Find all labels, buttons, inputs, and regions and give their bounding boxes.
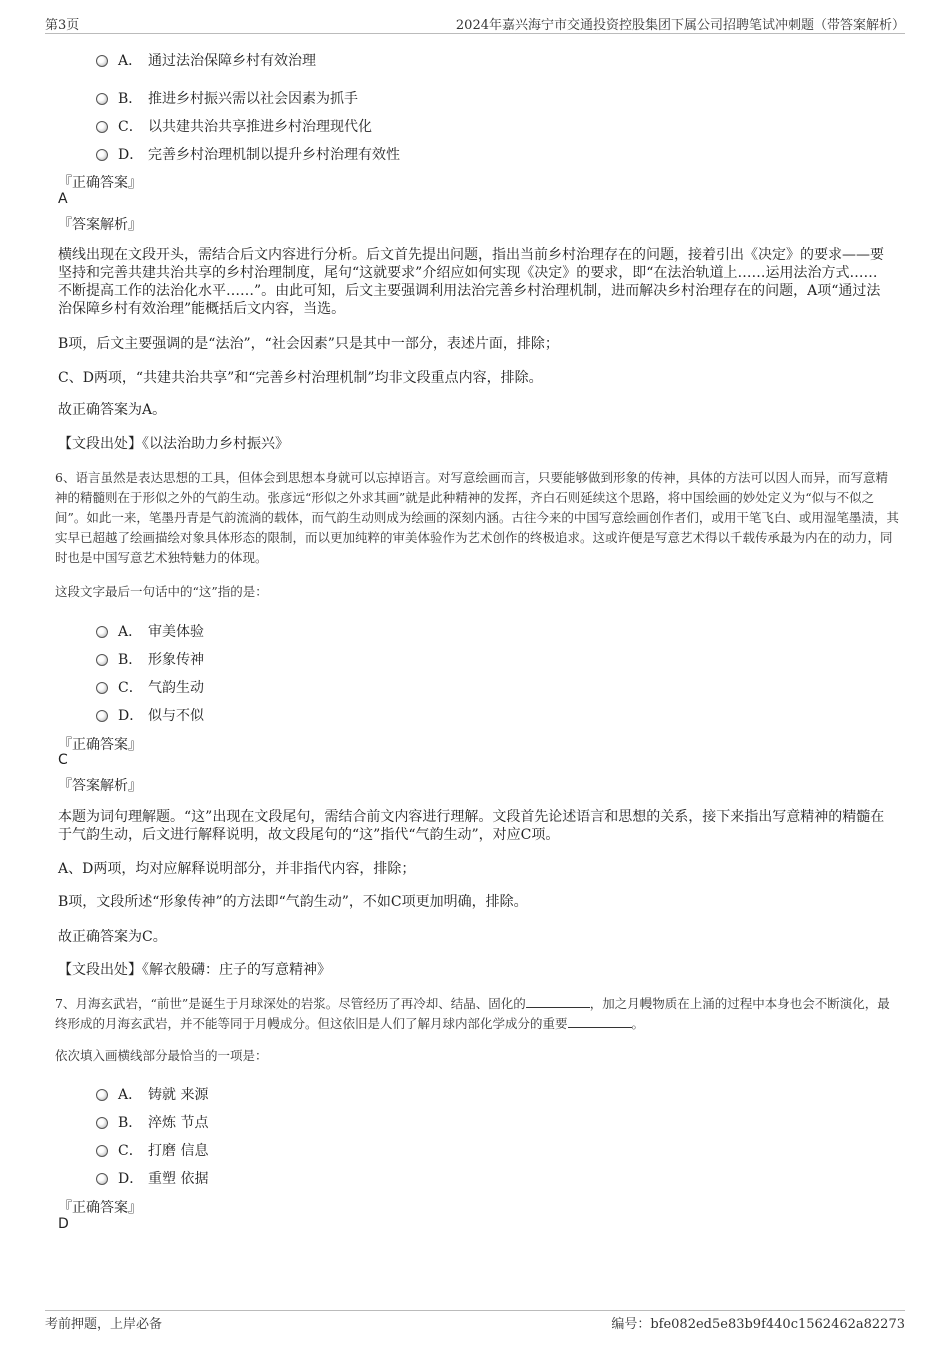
radio-icon[interactable] [96, 682, 108, 694]
radio-icon[interactable] [96, 1173, 108, 1185]
q6-stem: 6、语言虽然是表达思想的工具，但体会到思想本身就可以忘掉语言。对写意绘画而言，只要能够做到形象的传神，具体的方法可以因人而异，而写意精神的精髓则在于形似之外的气韵生动。张彦远“形似之外求其画”就是此种精神的发挥，齐白石则延续这个思路，将中国绘画的妙处定义为“似与不似之间”。如此一来，笔墨丹青是气韵流淌的载体，而气韵生动则成为绘画的深刻内涵。古往今来的中国写意绘画创作者们，或用干笔飞白、或用湿笔墨渍，其实早已超越了绘画描绘对象具体形态的限制，而以更加纯粹的审美体验作为艺术创作的终极追求。这或许便是写意艺术得以千载传承最为内在的动力，同时也是中国写意艺术独特魅力的体现。 [55, 470, 899, 565]
q5-answer-label: 『正确答案』 [58, 175, 142, 191]
page-number: 第3页 [45, 18, 80, 33]
q6-analysis-paragraph: A、D两项，均对应解释说明部分，并非指代内容，排除； [58, 861, 416, 877]
q6-answer-label: 『正确答案』 [58, 737, 142, 753]
radio-icon[interactable] [96, 626, 108, 638]
radio-icon[interactable] [96, 1117, 108, 1129]
q5-analysis-paragraph: 横线出现在文段开头，需结合后文内容进行分析。后文首先提出问题，指出当前乡村治理存在的问题，接着引出《决定》的要求——要坚持和完善共建共治共享的乡村治理制度，尾句“这就要求”介绍应如何实现《决定》的要求，即“在法治轨道上……运用法治方式……不断提高工作的法治化水平……”。由此可知，后文主要强调利用法治完善乡村治理机制，进而解决乡村治理存在的问题，A项“通过法治保障乡村有效治理”能概括后文内容，当选。 [58, 247, 884, 317]
q6-analysis-paragraph: 本题为词句理解题。“这”出现在文段尾句，需结合前文内容进行理解。文段首先论述语言和思想的关系，接下来指出写意精神的精髓在于气韵生动，后文进行解释说明，故文段尾句的“这”指代“气韵生动”，对应C项。 [58, 809, 885, 843]
radio-icon[interactable] [96, 710, 108, 722]
radio-icon[interactable] [96, 121, 108, 133]
q6-analysis-paragraph: B项，文段所述“形象传神”的方法即“气韵生动”，不如C项更加明确，排除。 [58, 894, 528, 910]
radio-icon[interactable] [96, 149, 108, 161]
q7-answer: D [58, 1216, 69, 1232]
fill-blank[interactable] [568, 1015, 632, 1028]
document-id: 编号：bfe082ed5e83b9f440c1562462a82273 [611, 1317, 905, 1332]
q7-prompt: 依次填入画横线部分最恰当的一项是： [55, 1048, 268, 1063]
radio-icon[interactable] [96, 1145, 108, 1157]
q5-source: 【文段出处】《以法治助力乡村振兴》 [58, 436, 289, 452]
header-divider [45, 33, 905, 34]
q5-analysis-label: 『答案解析』 [58, 217, 142, 233]
q5-analysis-paragraph: C、D两项，“共建共治共享”和“完善乡村治理机制”均非文段重点内容，排除。 [58, 370, 543, 386]
q5-analysis-paragraph: 故正确答案为A。 [58, 402, 167, 418]
radio-icon[interactable] [96, 55, 108, 67]
q6-answer: C [58, 752, 68, 768]
q6-source: 【文段出处】《解衣般礴：庄子的写意精神》 [58, 962, 331, 978]
q6-prompt: 这段文字最后一句话中的“这”指的是： [55, 584, 268, 599]
radio-icon[interactable] [96, 93, 108, 105]
q5-analysis-paragraph: B项，后文主要强调的是“法治”，“社会因素”只是其中一部分，表述片面，排除； [58, 336, 559, 352]
page-header [45, 14, 905, 32]
document-title: 2024年嘉兴海宁市交通投资控股集团下属公司招聘笔试冲刺题（带答案解析） [455, 18, 905, 33]
radio-icon[interactable] [96, 1089, 108, 1101]
footer-slogan: 考前押题，上岸必备 [45, 1317, 163, 1332]
q6-analysis-label: 『答案解析』 [58, 778, 142, 794]
fill-blank[interactable] [526, 995, 590, 1008]
radio-icon[interactable] [96, 654, 108, 666]
q7-answer-label: 『正确答案』 [58, 1200, 142, 1216]
footer-divider [45, 1310, 905, 1311]
q6-analysis-paragraph: 故正确答案为C。 [58, 929, 167, 945]
page-footer [45, 1313, 905, 1331]
q7-stem: 7、月海玄武岩，“前世”是诞生于月球深处的岩浆。尽管经历了再冷却、结晶、固化的 ，加之月幔物质在上涌的过程中本身也会不断演化，最终形成的月海玄武岩，并不能等同于月幔成分。但这依旧是人们了解月球内部化学成分的重要 。 [55, 996, 890, 1031]
q5-answer: A [58, 191, 68, 207]
